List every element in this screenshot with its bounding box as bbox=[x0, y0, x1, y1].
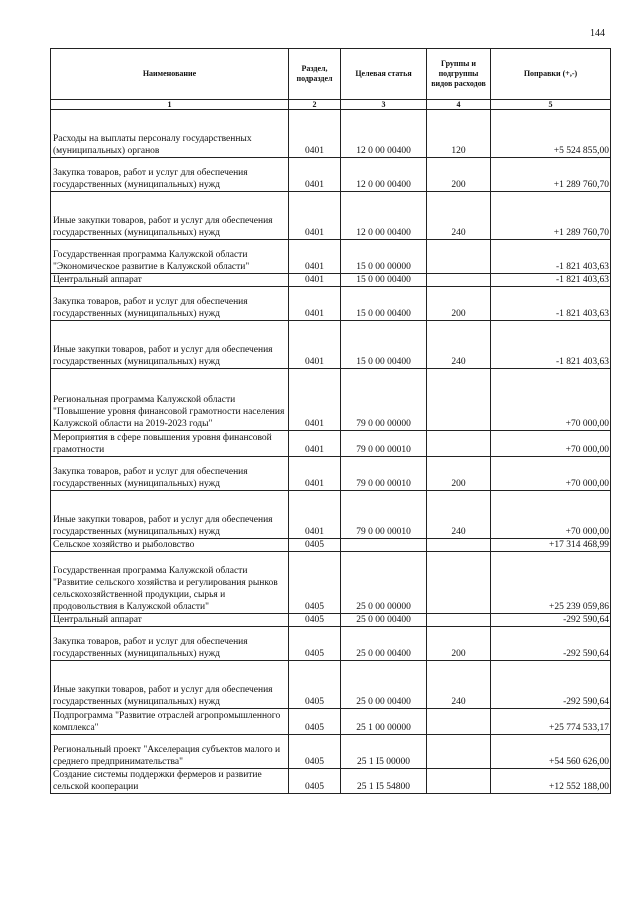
row-expense-group: 200 bbox=[427, 627, 491, 661]
row-name: Центральный аппарат bbox=[51, 274, 289, 287]
row-expense-group bbox=[427, 274, 491, 287]
row-name: Иные закупки товаров, работ и услуг для обеспечения государственных (муниципальных) нужд bbox=[51, 491, 289, 539]
row-expense-group: 240 bbox=[427, 321, 491, 369]
row-name: Иные закупки товаров, работ и услуг для обеспечения государственных (муниципальных) нужд bbox=[51, 661, 289, 709]
row-expense-group: 240 bbox=[427, 661, 491, 709]
row-section: 0405 bbox=[289, 614, 341, 627]
row-name: Государственная программа Калужской области "Экономическое развитие в Калужской области" bbox=[51, 240, 289, 274]
row-section: 0401 bbox=[289, 321, 341, 369]
header-expense-group: Группы и подгруппы видов расходов bbox=[427, 49, 491, 100]
row-section: 0401 bbox=[289, 491, 341, 539]
row-target-article: 12 0 00 00400 bbox=[341, 192, 427, 240]
row-target-article: 12 0 00 00400 bbox=[341, 110, 427, 158]
table-row bbox=[51, 661, 611, 709]
header-section: Раздел, подраздел bbox=[289, 49, 341, 100]
row-expense-group bbox=[427, 769, 491, 794]
row-name: Сельское хозяйство и рыболовство bbox=[51, 539, 289, 552]
table-row bbox=[51, 287, 611, 321]
table-row bbox=[51, 321, 611, 369]
row-section: 0405 bbox=[289, 769, 341, 794]
row-name: Закупка товаров, работ и услуг для обеспечения государственных (муниципальных) нужд bbox=[51, 627, 289, 661]
column-number: 5 bbox=[491, 100, 611, 110]
row-target-article: 25 1 00 00000 bbox=[341, 709, 427, 735]
row-section: 0401 bbox=[289, 110, 341, 158]
row-expense-group bbox=[427, 735, 491, 769]
row-name: Региональный проект "Акселерация субъектов малого и среднего предпринимательства" bbox=[51, 735, 289, 769]
row-target-article: 79 0 00 00000 bbox=[341, 369, 427, 431]
row-amount: +1 289 760,70 bbox=[491, 192, 611, 240]
row-section: 0405 bbox=[289, 627, 341, 661]
row-target-article: 25 0 00 00000 bbox=[341, 552, 427, 614]
row-expense-group: 240 bbox=[427, 491, 491, 539]
column-number: 4 bbox=[427, 100, 491, 110]
row-amount: -1 821 403,63 bbox=[491, 321, 611, 369]
row-section: 0401 bbox=[289, 192, 341, 240]
row-target-article: 79 0 00 00010 bbox=[341, 431, 427, 457]
row-expense-group bbox=[427, 614, 491, 627]
table-row bbox=[51, 627, 611, 661]
row-target-article: 79 0 00 00010 bbox=[341, 457, 427, 491]
row-name: Центральный аппарат bbox=[51, 614, 289, 627]
row-target-article: 12 0 00 00400 bbox=[341, 158, 427, 192]
row-target-article: 25 0 00 00400 bbox=[341, 661, 427, 709]
row-section: 0401 bbox=[289, 457, 341, 491]
row-section: 0401 bbox=[289, 431, 341, 457]
row-expense-group: 200 bbox=[427, 287, 491, 321]
row-target-article: 79 0 00 00010 bbox=[341, 491, 427, 539]
row-amount: +5 524 855,00 bbox=[491, 110, 611, 158]
table-row bbox=[51, 192, 611, 240]
page-number: 144 bbox=[590, 28, 605, 39]
row-amount: -292 590,64 bbox=[491, 614, 611, 627]
column-number: 3 bbox=[341, 100, 427, 110]
row-amount: -1 821 403,63 bbox=[491, 240, 611, 274]
row-amount: +70 000,00 bbox=[491, 491, 611, 539]
row-amount: +17 314 468,99 bbox=[491, 539, 611, 552]
row-section: 0405 bbox=[289, 539, 341, 552]
row-section: 0401 bbox=[289, 158, 341, 192]
column-number-row bbox=[51, 100, 611, 110]
row-section: 0405 bbox=[289, 709, 341, 735]
row-name: Мероприятия в сфере повышения уровня финансовой грамотности bbox=[51, 431, 289, 457]
row-expense-group bbox=[427, 369, 491, 431]
row-name: Создание системы поддержки фермеров и развитие сельской кооперации bbox=[51, 769, 289, 794]
row-expense-group bbox=[427, 240, 491, 274]
row-section: 0401 bbox=[289, 369, 341, 431]
row-target-article: 15 0 00 00400 bbox=[341, 321, 427, 369]
row-section: 0405 bbox=[289, 552, 341, 614]
row-target-article: 15 0 00 00000 bbox=[341, 240, 427, 274]
row-amount: +70 000,00 bbox=[491, 457, 611, 491]
table-row bbox=[51, 457, 611, 491]
row-name: Иные закупки товаров, работ и услуг для обеспечения государственных (муниципальных) нужд bbox=[51, 192, 289, 240]
table-row bbox=[51, 431, 611, 457]
row-target-article bbox=[341, 539, 427, 552]
table-row bbox=[51, 369, 611, 431]
header-name: Наименование bbox=[51, 49, 289, 100]
row-amount: +70 000,00 bbox=[491, 369, 611, 431]
row-target-article: 15 0 00 00400 bbox=[341, 287, 427, 321]
table-row bbox=[51, 274, 611, 287]
row-expense-group: 200 bbox=[427, 457, 491, 491]
row-expense-group bbox=[427, 539, 491, 552]
header-target-article: Целевая статья bbox=[341, 49, 427, 100]
table-row bbox=[51, 539, 611, 552]
table-row bbox=[51, 552, 611, 614]
table-row bbox=[51, 240, 611, 274]
row-section: 0405 bbox=[289, 735, 341, 769]
table-row bbox=[51, 709, 611, 735]
column-number: 2 bbox=[289, 100, 341, 110]
row-name: Расходы на выплаты персоналу государственных (муниципальных) органов bbox=[51, 110, 289, 158]
row-name: Иные закупки товаров, работ и услуг для обеспечения государственных (муниципальных) нужд bbox=[51, 321, 289, 369]
row-section: 0405 bbox=[289, 661, 341, 709]
row-expense-group bbox=[427, 431, 491, 457]
row-expense-group bbox=[427, 709, 491, 735]
table-row bbox=[51, 735, 611, 769]
row-amount: -292 590,64 bbox=[491, 661, 611, 709]
row-expense-group: 200 bbox=[427, 158, 491, 192]
row-expense-group bbox=[427, 552, 491, 614]
table-row bbox=[51, 110, 611, 158]
table-row bbox=[51, 769, 611, 794]
row-amount: -292 590,64 bbox=[491, 627, 611, 661]
row-name: Государственная программа Калужской области "Развитие сельского хозяйства и регулирования рынков сельскохозяйственной продукции, сырья и продовольствия в Калужской области" bbox=[51, 552, 289, 614]
row-section: 0401 bbox=[289, 274, 341, 287]
row-amount: -1 821 403,63 bbox=[491, 287, 611, 321]
row-amount: +70 000,00 bbox=[491, 431, 611, 457]
row-name: Закупка товаров, работ и услуг для обеспечения государственных (муниципальных) нужд bbox=[51, 158, 289, 192]
row-target-article: 25 0 00 00400 bbox=[341, 627, 427, 661]
row-target-article: 15 0 00 00400 bbox=[341, 274, 427, 287]
column-number: 1 bbox=[51, 100, 289, 110]
table-row bbox=[51, 614, 611, 627]
row-section: 0401 bbox=[289, 240, 341, 274]
row-amount: -1 821 403,63 bbox=[491, 274, 611, 287]
row-expense-group: 120 bbox=[427, 110, 491, 158]
row-amount: +12 552 188,00 bbox=[491, 769, 611, 794]
row-name: Подпрограмма "Развитие отраслей агропромышленного комплекса" bbox=[51, 709, 289, 735]
row-expense-group: 240 bbox=[427, 192, 491, 240]
table-row bbox=[51, 491, 611, 539]
row-section: 0401 bbox=[289, 287, 341, 321]
row-name: Региональная программа Калужской области "Повышение уровня финансовой грамотности населения Калужской области на 2019-2023 годы" bbox=[51, 369, 289, 431]
row-amount: +1 289 760,70 bbox=[491, 158, 611, 192]
budget-amendments-table bbox=[50, 48, 611, 794]
row-target-article: 25 1 I5 54800 bbox=[341, 769, 427, 794]
table-row bbox=[51, 158, 611, 192]
row-amount: +54 560 626,00 bbox=[491, 735, 611, 769]
row-amount: +25 239 059,86 bbox=[491, 552, 611, 614]
row-amount: +25 774 533,17 bbox=[491, 709, 611, 735]
row-target-article: 25 1 I5 00000 bbox=[341, 735, 427, 769]
row-name: Закупка товаров, работ и услуг для обеспечения государственных (муниципальных) нужд bbox=[51, 287, 289, 321]
row-target-article: 25 0 00 00400 bbox=[341, 614, 427, 627]
header-amendments: Поправки (+,-) bbox=[491, 49, 611, 100]
row-name: Закупка товаров, работ и услуг для обеспечения государственных (муниципальных) нужд bbox=[51, 457, 289, 491]
table-header-row bbox=[51, 49, 611, 100]
